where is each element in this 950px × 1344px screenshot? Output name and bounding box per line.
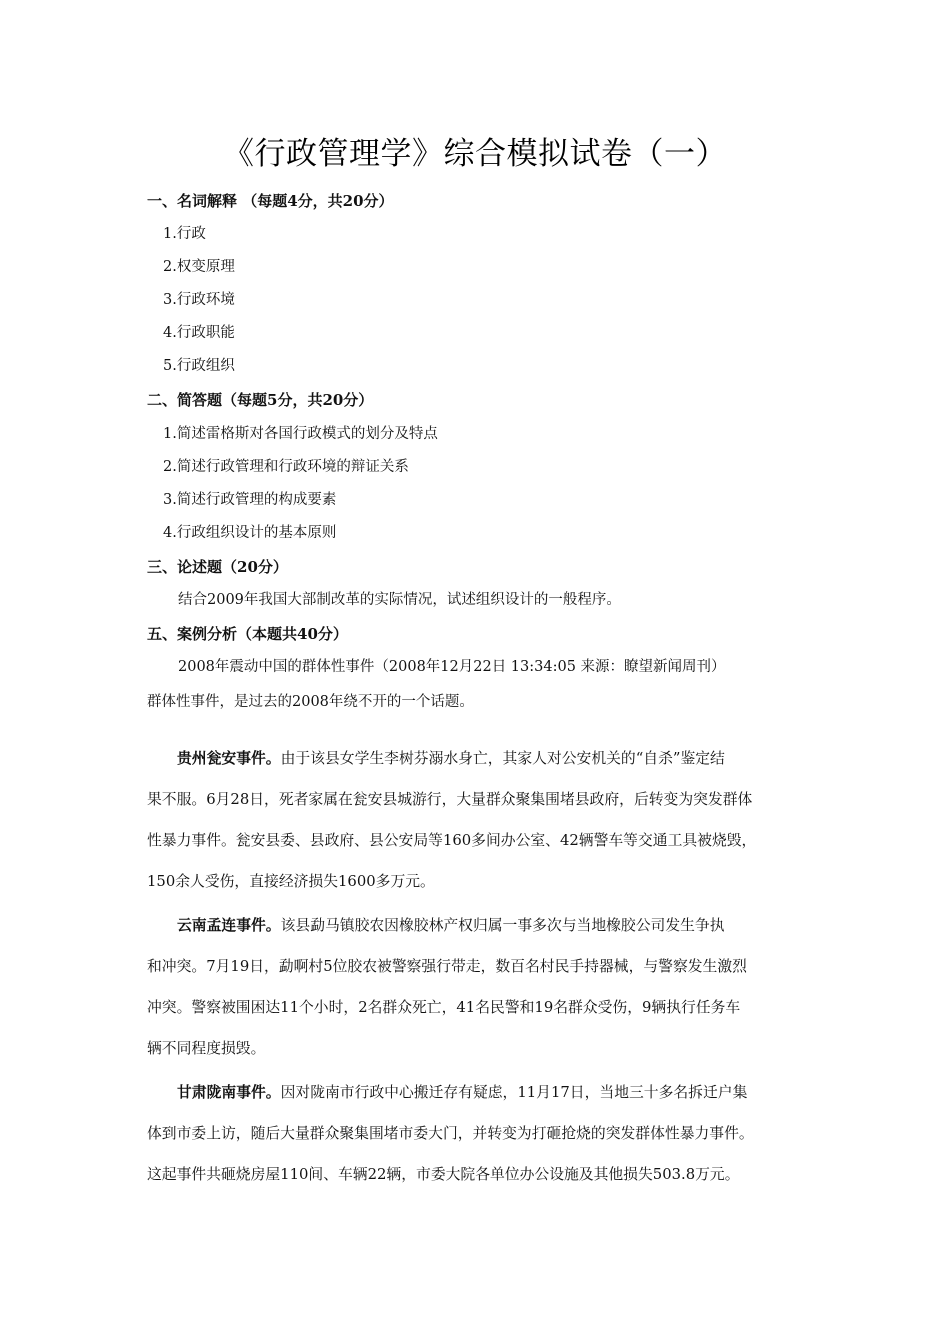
case-paragraph [147, 905, 817, 1069]
list-item: 1.行政 [163, 226, 206, 242]
case-intro: 群体性事件，是过去的2008年绕不开的一个话题。 [147, 694, 474, 710]
case-source-line: 2008年震动中国的群体性事件（2008年12月22日 13:34:05 来源：瞭望新闻周刊） [178, 659, 726, 675]
list-item: 3.行政环境 [163, 292, 235, 308]
case-text: 性暴力事件。瓮安县委、县政府、县公安局等160多间办公室、42辆警车等交通工具被烧毁， [147, 832, 757, 849]
case-lead: 贵州瓮安事件。 [177, 750, 281, 767]
list-item: 1.简述雷格斯对各国行政模式的划分及特点 [163, 426, 438, 442]
list-item: 3.简述行政管理的构成要素 [163, 492, 337, 508]
case-text: 该县勐马镇胶农因橡胶林产权归属一事多次与当地橡胶公司发生争执 [280, 917, 725, 934]
list-item: 4.行政职能 [163, 325, 235, 341]
section3-heading: 三、论述题（20分） [147, 558, 288, 576]
section2-heading: 二、简答题（每题5分，共20分） [147, 391, 374, 409]
case-text: 果不服。6月28日，死者家属在瓮安县城游行，大量群众聚集围堵县政府，后转变为突发群体 [147, 791, 753, 808]
case-text: 和冲突。7月19日，勐啊村5位胶农被警察强行带走，数百名村民手持器械，与警察发生激烈 [147, 958, 747, 975]
list-item: 5.行政组织 [163, 358, 235, 374]
case-paragraph [147, 1072, 817, 1195]
essay-question: 结合2009年我国大部制改革的实际情况，试述组织设计的一般程序。 [178, 592, 621, 608]
case-lead: 甘肃陇南事件。 [177, 1084, 281, 1101]
section5-heading: 五、案例分析（本题共40分） [147, 625, 348, 643]
list-item: 4.行政组织设计的基本原则 [163, 525, 337, 541]
case-text: 辆不同程度损毁。 [147, 1040, 266, 1057]
case-text: 因对陇南市行政中心搬迁存有疑虑，11月17日，当地三十多名拆迁户集 [280, 1084, 748, 1101]
case-text: 体到市委上访，随后大量群众聚集围堵市委大门，并转变为打砸抢烧的突发群体性暴力事件。 [147, 1125, 754, 1142]
case-text: 冲突。警察被围困达11个小时，2名群众死亡，41名民警和19名群众受伤，9辆执行任务车 [147, 999, 741, 1016]
list-item: 2.权变原理 [163, 259, 235, 275]
section1-heading: 一、名词解释 （每题4分，共20分） [147, 192, 394, 210]
case-paragraph [147, 738, 817, 902]
case-lead: 云南孟连事件。 [177, 917, 281, 934]
case-text: 这起事件共砸烧房屋110间、车辆22辆，市委大院各单位办公设施及其他损失503.8万元。 [147, 1166, 740, 1183]
case-text: 150余人受伤，直接经济损失1600多万元。 [147, 873, 435, 890]
exam-title: 《行政管理学》综合模拟试卷（一） [223, 136, 727, 172]
list-item: 2.简述行政管理和行政环境的辩证关系 [163, 459, 409, 475]
case-text: 由于该县女学生李树芬溺水身亡，其家人对公安机关的“自杀”鉴定结 [280, 750, 725, 767]
